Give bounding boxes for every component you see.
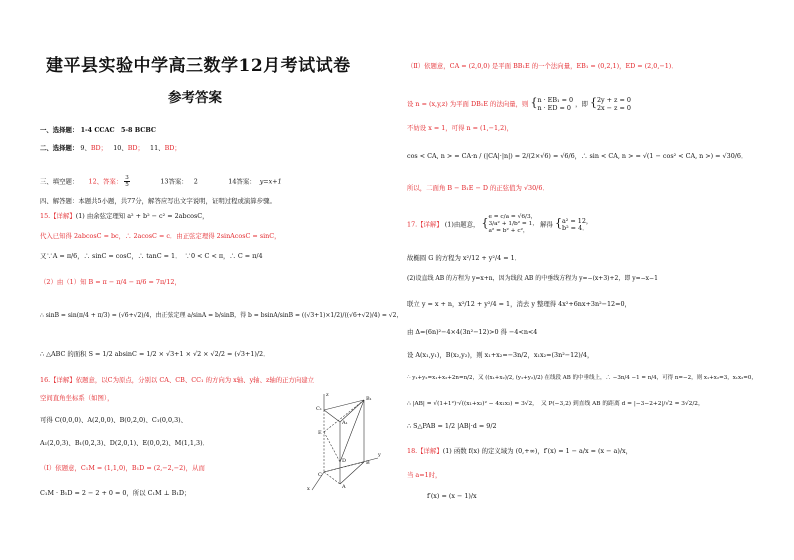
q18-lead: 18.【详解】 [407,447,443,455]
q18-line-3: f′(x) = (x − 1)/x [427,492,477,500]
q15-line-6: ∴ △ABC 的面积 S = 1/2 absinC = 1/2 × √3+1 × √2 × √2/2 = (√3+1)/2． [40,350,270,358]
section-1 [40,126,156,134]
q9-number: 9、 [80,144,91,152]
q14-answer: y=x+1 [259,177,282,186]
q16-line-2: 空间直角坐标系（如图）， [40,394,114,402]
page-title: 建平县实验中学高三数学12月考试试卷 [46,56,351,76]
q16b-line-5: 所以，二面角 B − B₁E − D 的正弦值为 √30/6． [407,184,549,192]
y-axis [324,458,378,472]
q16b-line-4: cos < CA, n > = CA·n / (|CA|·|n|) = 2/(2×√6) = √6/6，∴ sin < CA, n > = √(1 − cos² < CA, n >) = √30/6． [407,152,748,160]
section-1-label: 一、选择题： [40,126,79,134]
q17-line-4: 联立 y = x + n，x²/12 + y²/4 = 1，消去 y 整理得 4x²+6nx+3n²−12=0， [407,300,631,308]
section-2-label: 二、选择题： [40,144,79,152]
prism-figure [304,392,384,492]
q16b-line-1: （Ⅱ）依题意，CA = (2,0,0) 是平面 BB₁E 的一个法向量，EB₁ = (0,2,1)，ED = (2,0,−1)． [407,62,678,70]
q13-answer: 2 [193,177,198,186]
label-e: E [318,430,322,436]
label-a1: A₁ [342,420,348,426]
right-column [397,0,794,560]
q16-lead: 16.【详解】 [40,376,76,384]
section-3-label: 三、填空题： [40,177,79,186]
q15-line-2: 代入已知得 2abcosC = bc，∴ 2acosC = c．由正弦定理得 2sinAcosC = sinC， [40,232,281,240]
q12-answer: $\frac{3}{5}$ [125,175,129,188]
q14-label: 14答案： [228,177,256,186]
q17-line-7: ∴ y₁+y₂=x₁+x₂+2n=n/2，又 ((x₁+x₂)/2, (y₁+y₂)/2) 在线段 AB 的中垂线上，∴ −3n/4 −1 = n/4，可得 n=−2，则 x₁+x₂=3，x₁x₂=0， [407,375,757,381]
q16b-line-3: 不妨设 x = 1，可得 n = (1,−1,2)， [407,124,514,132]
q16b-line-2: 设 n = (x,y,z) 为平面 DB₁E 的法向量，则 { n · EB₁ = 0 n · ED = 0 ，即 { 2y + z = 0 2x − z = 0 [407,96,631,112]
label-b1: B₁ [366,396,372,402]
q13-label: 13答案： [160,177,188,186]
label-z: z [326,392,329,398]
q15-line-3: 又∵A = π/6，∴ sinC = cosC，∴ tanC = 1． ∵0 < C < π，∴ C = π/4 [40,252,263,260]
q12-label: 12、答案： [88,177,123,186]
q15-line-1: 15.【详解】(1) 由余弦定理知 a² + b² − c² = 2abcosC， [40,212,209,220]
label-a: A [342,484,346,490]
q16-line-5: （Ⅰ）依题意，C₁M = (1,1,0)，B₁D = (2,−2,−2)，从而 [40,464,205,472]
q16-line-6: C₁M · B₁D = 2 − 2 + 0 = 0，所以 C₁M ⊥ B₁D； [40,489,191,497]
q18-line-2: 当 a=1时， [407,471,442,479]
q15-line-5: ∴ sinB = sin(π/4 + π/3) = (√6+√2)/4，由正弦定理 a/sinA = b/sinB，得 b = bsinA/sinB = ((√3+1)×1/2)/((√6+√2)/4) = √2， [40,312,403,319]
page-subtitle: 参考答案 [168,90,222,106]
label-c: C [318,472,322,478]
q9-answer: BD； [90,144,108,152]
q17-line-8: ∴ |AB| = √(1+1²)·√((x₁+x₂)² − 4x₁x₂) = 3√2， 又 P(−3,2) 到直线 AB 的距离 d = |−3−2+2|/√2 = 3√2/2， [407,401,704,407]
section-2 [40,144,181,152]
label-b: B [366,460,370,466]
q17-line-9: ∴ S△PAB = 1/2 |AB|·d = 9/2 [407,422,497,430]
q17-line-6: 设 A(x₁,y₁)，B(x₂,y₂)，则 x₁+x₂=−3n/2，x₁x₂=(3n²−12)/4， [407,351,594,359]
q11-answer: BD； [164,144,181,152]
section-3 [40,175,282,188]
section-1-answers: 1-4 CCAC 5-8 BCBC [80,126,156,134]
q17-line-5: 由 Δ=(6n)²−4×4(3n²−12)>0 得 −4<n<4 [407,328,538,336]
label-x: x [307,486,310,492]
q17-line-1: 17.【详解】 (1)由题意， { e = c/a = √6/3， 3/a² + 1/b² = 1， a² = b² + c²， 解得 { a² = 12， b² = 4． [407,214,593,234]
label-d: D [342,458,347,464]
q17-line-2: 故椭圆 G 的方程为 x²/12 + y²/4 = 1． [407,254,522,262]
edge-c1-a1 [324,410,340,422]
q18-line-1: 18.【详解】(1) 函数 f(x) 的定义域为 (0,+∞)，f′(x) = 1 − a/x = (x − a)/x， [407,447,633,455]
q10-answer: BD； [127,144,144,152]
q16-line-1: 16.【详解】依题意，以C为原点，分别以 CA、CB、CC₁ 的方向为 x轴、y轴、z轴的正方向建立 [40,376,315,384]
edge-c-a [324,472,340,484]
q11-number: 11、 [150,144,165,152]
q15-line-4: （2）由（1）知 B = π − π/4 − π/6 = 7π/12， [40,278,181,286]
q10-number: 10、 [113,144,128,152]
section-4-intro: 四、解答题：本题共5小题，共77分，解答应写出文字说明，证明过程或演算步骤。 [40,197,276,205]
q16-line-4: A₁(2,0,3)、B₁(0,2,3)、D(2,0,1)、E(0,0,2)、M(1,1,3)． [40,439,209,447]
q17-lead: 17.【详解】 [407,220,443,229]
q15-lead: 15.【详解】 [40,212,76,220]
label-y: y [378,452,381,458]
q17-line-3: (2)设直线 AB 的方程为 y=x+n，因为线段 AB 的中垂线方程为 y=−(x+3)+2，即 y=−x−1 [407,275,658,282]
q16-line-3: 可得 C(0,0,0)、A(2,0,0)、B(0,2,0)、C₁(0,0,3)、 [40,416,188,424]
edge-e-d [324,432,340,462]
label-c1: C₁ [316,406,322,412]
